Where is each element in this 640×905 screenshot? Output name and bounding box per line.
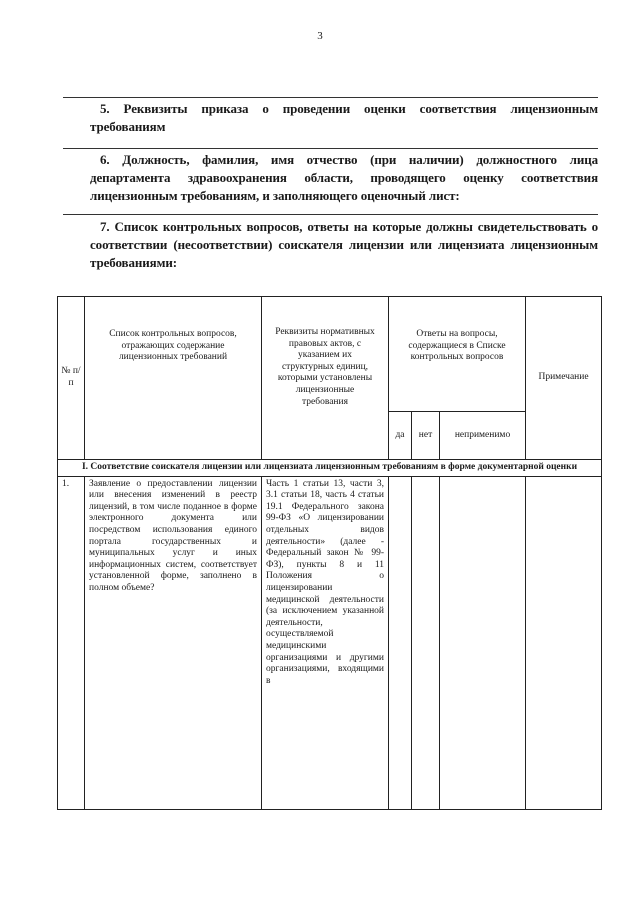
header-requisites: Реквизиты нормативных правовых актов, с указанием их структурных единиц, которыми установлены лицензионные требования bbox=[262, 297, 389, 460]
row-requisites: Часть 1 статьи 13, части 3, 3.1 статьи 18, часть 4 статьи 19.1 Федерального закона 99-ФЗ «О лицензировании отдельных видов деятельности» (далее - Федеральный закон № 99-ФЗ), пункты 8 и 11 Положения о лицензировании медицинской деятельности (за исключением указанной деятельности, осуществляемой медицинскими организациями и другими организациями, входящими в bbox=[262, 476, 389, 809]
fill-line-top bbox=[63, 97, 598, 98]
fill-line-after-item-6 bbox=[63, 214, 598, 215]
checklist-table bbox=[57, 296, 602, 810]
item-5-text: 5. Реквизиты приказа о проведении оценки соответствия лицензионным требованиям bbox=[90, 101, 598, 134]
row-answer-not-applicable[interactable] bbox=[440, 476, 526, 809]
row-answer-no[interactable] bbox=[412, 476, 440, 809]
header-number: № п/п bbox=[58, 297, 85, 460]
row-note[interactable] bbox=[526, 476, 602, 809]
section-heading-1: I. Соответствие соискателя лицензии или лицензиата лицензионным требованиям в форме документарной оценки bbox=[58, 460, 602, 477]
header-no: нет bbox=[412, 412, 440, 460]
header-not-applicable: неприменимо bbox=[440, 412, 526, 460]
header-yes: да bbox=[389, 412, 412, 460]
header-answers: Ответы на вопросы, содержащиеся в Списке контрольных вопросов bbox=[389, 297, 526, 412]
item-6-text: 6. Должность, фамилия, имя отчество (при наличии) должностного лица департамента здравоохранения области, проводящего оценку соответствия лицензионным требованиям, и заполняющего оценочный лист: bbox=[90, 152, 598, 203]
row-number: 1. bbox=[58, 476, 85, 809]
fill-line-after-item-5 bbox=[63, 148, 598, 149]
row-question: Заявление о предоставлении лицензии или внесения изменений в реестр лицензий, в том числе поданное в форме электронного документа или посредством использования единого портала государственных и муниципальных услуг и иных информационных систем, соответствует установленной форме, заполнено в полном объеме? bbox=[85, 476, 262, 809]
header-questions: Список контрольных вопросов, отражающих содержание лицензионных требований bbox=[85, 297, 262, 460]
row-answer-yes[interactable] bbox=[389, 476, 412, 809]
header-note: Примечание bbox=[526, 297, 602, 460]
page-number: 3 bbox=[317, 30, 323, 42]
item-7-text: 7. Список контрольных вопросов, ответы на которые должны свидетельствовать о соответствии (несоответствии) соискателя лицензии или лицензиата лицензионным требованиями: bbox=[90, 219, 598, 270]
